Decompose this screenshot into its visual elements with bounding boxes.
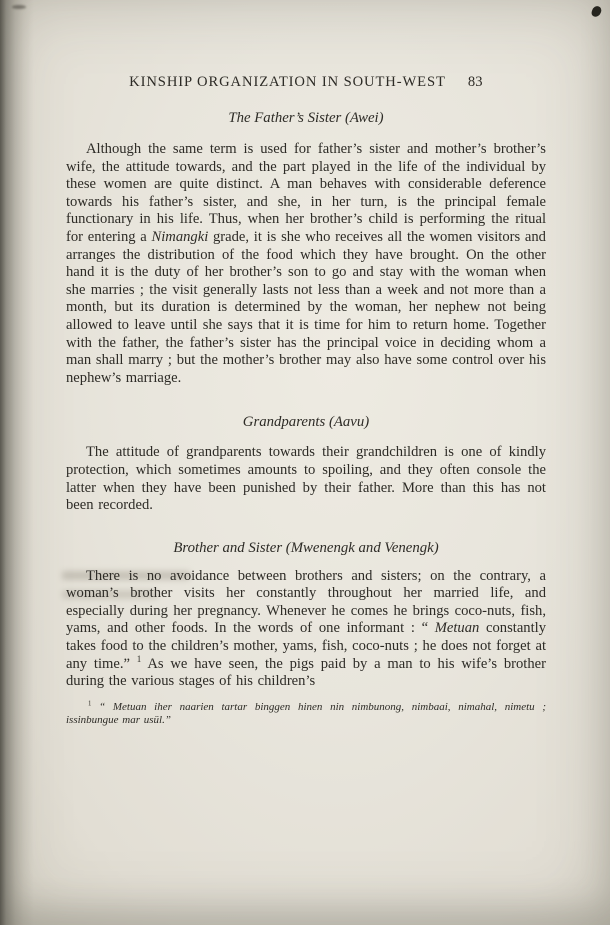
ink-speck <box>12 5 26 9</box>
paragraph: Although the same term is used for father’s sister and mother’s brother’s wife, the attitude towards, and the part played in the life of the individual by these women are quite distinct. A man behaves with considerable deference towards his father’s sister, and she, in her turn, is the principal female functionary in his life. Thus, when her brother’s child is performing the ritual for entering a Nimangki grade, it is she who receives all the women visitors and arranges the distribution of the food which they have brought. On the other hand it is the duty of her brother’s son to go and stay with the woman when she marries ; the visit generally lasts not less than a week and not more than a month, but its duration is determined by the woman, her nephew not being allowed to leave until she says that it is time for him to return home. Together with the father, the father’s sister has the principal voice in deciding whom a man shall marry ; but the mother’s brother may also have some control over his nephew’s marriage. <box>66 141 546 386</box>
running-header <box>66 74 546 91</box>
section-heading-fathers-sister: The Father’s Sister (Awei) <box>228 110 384 126</box>
section-heading-brother-and-sister: Brother and Sister (Mwenengk and Venengk) <box>173 539 439 556</box>
paragraph: The attitude of grandparents towards their grandchildren is one of kindly protection, which sometimes amounts to spoiling, and they often console the latter when they have been punished by their father. More than this has not been recorded. <box>66 444 546 514</box>
section-brother-and-sister <box>66 539 546 691</box>
paragraph: There is no avoidance between brothers and sisters; on the contrary, a woman’s brother visits her constantly throughout her married life, and especially during her pregnancy. Whenever he comes he brings coco-nuts, fish, yams, and other foods. In the words of one informant : “ Metuan constantly takes food to the children’s mother, yams, fish, coco-nuts ; he does not forget at any time.” $^1$ As we have seen, the pigs paid by a man to his wife’s brother during the various stages of his children’s <box>66 567 546 690</box>
page-number: 83 <box>467 74 483 90</box>
footnote: $^1$ “ Metuan iher naarien tartar binggen hinen nin nimbunong, nimbaai, nimahal, nimetu ; issinbungue mar usül.” <box>66 700 546 727</box>
section-grandparents <box>66 413 546 514</box>
page-content <box>66 74 546 728</box>
running-header-title: KINSHIP ORGANIZATION IN SOUTH-WEST <box>129 74 446 90</box>
binding-shadow <box>0 0 34 925</box>
section-fathers-sister <box>66 109 546 387</box>
ink-speck <box>591 5 603 18</box>
section-heading-grandparents: Grandparents (Aavu) <box>242 414 370 431</box>
